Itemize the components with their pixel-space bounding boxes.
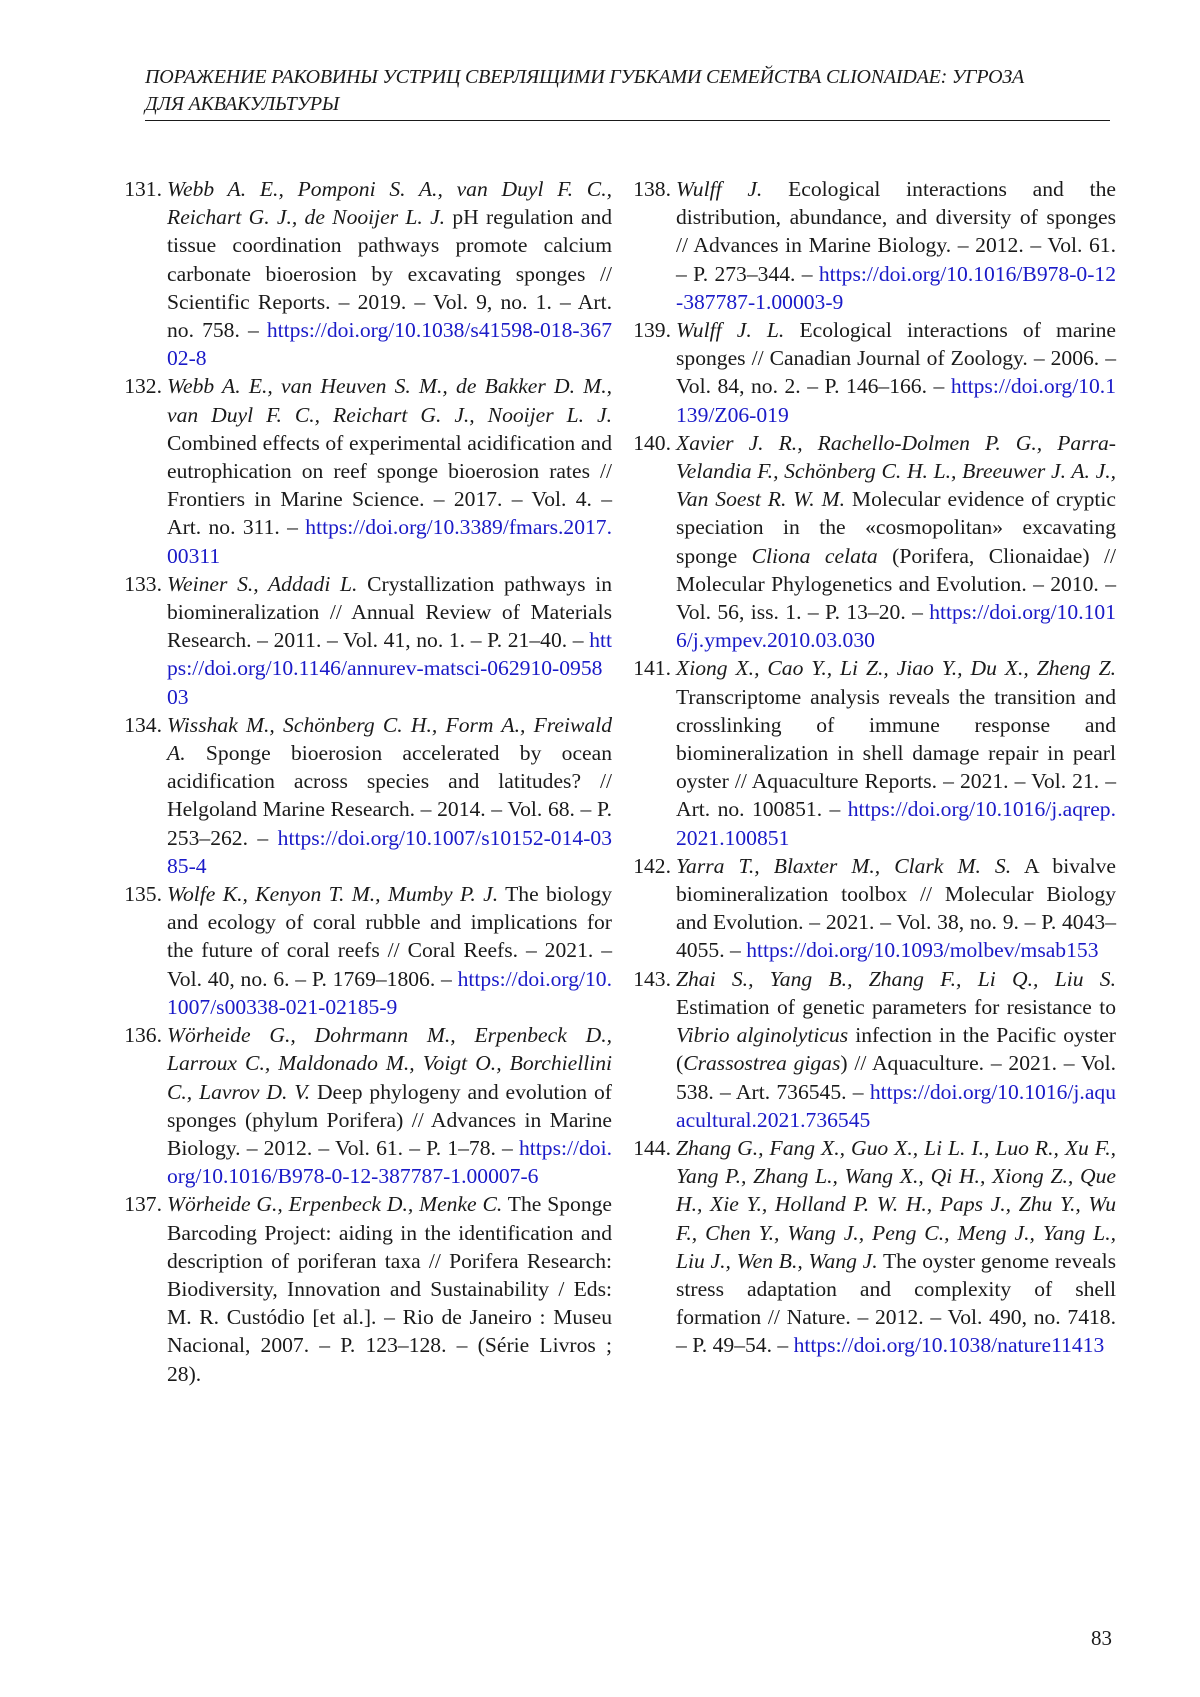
reference-text-cont-2: ) // Aquaculture. – 2021. – Vol. 538. – Art. 736545. – [676,1051,1116,1104]
reference-text: Molecular evidence of cryptic speciation in the «cosmopolitan» excavating sponge [676,487,1116,568]
species-name: Cliona celata [751,543,878,568]
left-column [110,175,612,1388]
reference-text: The biology and ecology of coral rubble and implications for the future of coral reefs // Coral Reefs. – 2021. – Vol. 40, no. 6. – P. 1769–1806. – [167,882,612,991]
reference-number: 143. [633,966,671,991]
reference-text: pH regulation and tissue coordination pathways promote calcium carbonate bioerosion by excavating sponges // Scientific Reports. – 2019. – Vol. 9, no. 1. – Art. no. 758. – [167,205,613,343]
doi-link[interactable]: https://doi.org/10.1093/molbev/msab153 [746,938,1099,963]
reference-authors: Xavier J. R., Rachello-Dolmen P. G., Parra-Velandia F., Schönberg C. H. L., Breeuwer J. A. J., Van Soest R. W. M. [676,430,1116,512]
reference-text: Ecological interactions and the distribution, abundance, and diversity of sponges // Advances in Marine Biology. – 2012. – Vol. 61. – P. 273–344. – [676,177,1116,286]
doi-link[interactable]: https://doi.org/10.1016/j.aquacultural.2021.736545 [676,1079,1116,1132]
reference-142 [619,852,1116,965]
reference-number: 142. [633,853,671,878]
reference-authors: Wörheide G., Erpenbeck D., Menke C. [167,1192,503,1217]
reference-text: Crystallization pathways in biomineralization // Annual Review of Materials Research. – 2011. – Vol. 41, no. 1. – P. 21–40. – [167,571,612,653]
reference-number: 138. [633,177,671,201]
reference-authors: Webb A. E., van Heuven S. M., de Bakker D. M., van Duyl F. C., Reichart G. J., Nooijer L. J. [167,374,612,427]
reference-137 [110,1190,612,1387]
running-header [145,64,1110,121]
doi-link[interactable]: https://doi.org/10.1016/B978-0-12-387787-1.00003-9 [676,261,1116,314]
reference-authors: Yarra T., Blaxter M., Clark M. S. [676,853,1012,878]
reference-139 [619,316,1116,429]
species-name-2: Crassostrea gigas [683,1051,841,1076]
reference-text-cont: infection in the Pacific oyster ( [676,1023,1116,1076]
reference-authors: Zhai S., Yang B., Zhang F., Li Q., Liu S. [676,966,1116,991]
reference-131 [110,175,612,372]
reference-authors: Wörheide G., Dohrmann M., Erpenbeck D., Larroux C., Maldonado M., Voigt O., Borchiellini C., Lavrov D. V. [167,1023,612,1104]
reference-authors: Xiong X., Cao Y., Li Z., Jiao Y., Du X., Zheng Z. [676,656,1116,681]
reference-number: 131. [124,177,162,201]
doi-link[interactable]: https://doi.org/10.1146/annurev-matsci-062910-095803 [167,628,612,709]
reference-authors: Weiner S., Addadi L. [167,571,358,596]
reference-number: 136. [124,1023,162,1048]
reference-143 [619,965,1116,1134]
reference-132 [110,372,612,569]
reference-text: The Sponge Barcoding Project: aiding in the identification and description of poriferan taxa // Porifera Research: Biodiversity, Innovation and Sustainability / Eds: M. R. Custódio [et al.]. – Rio de Janeiro : Museu Nacional, 2007. – P. 123–128. – (Série Livros ; 28). [167,1192,612,1386]
reference-144 [619,1134,1116,1360]
reference-number: 132. [124,374,162,399]
reference-number: 141. [633,656,671,681]
reference-text: Sponge bioerosion accelerated by ocean acidification across species and latitudes? // Helgoland Marine Research. – 2014. – Vol. 68. – P. 253–262. – [167,741,612,850]
reference-text-cont: (Porifera, Clionaidae) // Molecular Phylogenetics and Evolution. – 2010. – Vol. 56, iss. 1. – P. 13–20. – [676,543,1116,625]
doi-link[interactable]: https://doi.org/10.1038/s41598-018-36702-8 [167,318,612,371]
doi-link[interactable]: https://doi.org/10.1007/s10152-014-0385-4 [167,825,612,878]
reference-number: 134. [124,712,162,737]
reference-text: Deep phylogeny and evolution of sponges (phylum Porifera) // Advances in Marine Biology. – 2012. – Vol. 61. – P. 1–78. – [167,1079,612,1160]
reference-133 [110,570,612,711]
reference-135 [110,880,612,1021]
reference-number: 135. [124,882,162,907]
reference-number: 133. [124,571,162,596]
running-header-line-1: ПОРАЖЕНИЕ РАКОВИНЫ УСТРИЦ СВЕРЛЯЩИМИ ГУБКАМИ СЕМЕЙСТВА CLIONAIDAE: УГРОЗА [145,66,1025,88]
reference-text: Ecological interactions of marine sponges // Canadian Journal of Zoology. – 2006. – Vol. 84, no. 2. – P. 146–166. – [676,318,1117,399]
reference-text: The oyster genome reveals stress adaptation and complexity of shell formation // Nature. – 2012. – Vol. 490, no. 7418. – P. 49–54. – [676,1248,1116,1358]
doi-link[interactable]: https://doi.org/10.1016/j.aqrep.2021.100851 [676,797,1116,850]
species-name: Vibrio alginolyticus [676,1023,849,1048]
doi-link[interactable]: https://doi.org/10.1038/nature11413 [793,1333,1105,1358]
reference-140 [619,429,1116,655]
reference-number: 137. [124,1192,162,1217]
doi-link[interactable]: https://doi.org/10.1016/B978-0-12-387787-1.00007-6 [167,1135,612,1189]
reference-authors: Wolfe K., Kenyon T. M., Mumby P. J. [167,882,499,907]
reference-134 [110,711,612,880]
reference-authors: Wisshak M., Schönberg C. H., Form A., Freiwald A. [167,712,612,766]
doi-link[interactable]: https://doi.org/10.1007/s00338-021-02185-9 [167,966,612,1019]
reference-number: 144. [633,1135,671,1160]
reference-authors: Wulff J. [676,177,763,201]
reference-number: 140. [633,430,671,455]
reference-text: A bivalve biomineralization toolbox // Molecular Biology and Evolution. – 2021. – Vol. 38, no. 9. – P. 4043–4055. – [676,853,1116,963]
reference-text: Combined effects of experimental acidification and eutrophication on reef sponge bioerosion rates // Frontiers in Marine Science. – 2017. – Vol. 4. – Art. no. 311. – [167,430,612,540]
doi-link[interactable]: https://doi.org/10.3389/fmars.2017.00311 [167,515,612,568]
doi-link[interactable]: https://doi.org/10.1016/j.ympev.2010.03.030 [676,600,1116,653]
reference-136 [110,1021,612,1190]
reference-authors: Webb A. E., Pomponi S. A., van Duyl F. C., Reichart G. J., de Nooijer L. J. [167,177,612,230]
reference-authors: Wulff J. L. [676,318,785,343]
doi-link[interactable]: https://doi.org/10.1139/Z06-019 [676,374,1116,427]
reference-number: 139. [633,318,671,343]
reference-text: Estimation of genetic parameters for resistance to [676,994,1116,1019]
right-column [619,175,1116,1360]
page-number: 83 [1091,1626,1112,1650]
reference-141 [619,654,1116,851]
reference-authors: Zhang G., Fang X., Guo X., Li L. I., Luo R., Xu F., Yang P., Zhang L., Wang X., Qi H., Xiong Z., Que H., Xie Y., Holland P. W. H., Paps J., Zhu Y., Wu F., Chen Y., Wang J., Peng C., Meng J., Yang L., Liu J., Wen B., Wang J. [676,1135,1116,1273]
running-header-line-2: ДЛЯ АКВАКУЛЬТУРЫ [145,93,340,115]
reference-text: Transcriptome analysis reveals the transition and crosslinking of immune response and biomineralization in shell damage repair in pearl oyster // Aquaculture Reports. – 2021. – Vol. 21. – Art. no. 100851. – [676,684,1116,822]
reference-138 [619,175,1116,316]
